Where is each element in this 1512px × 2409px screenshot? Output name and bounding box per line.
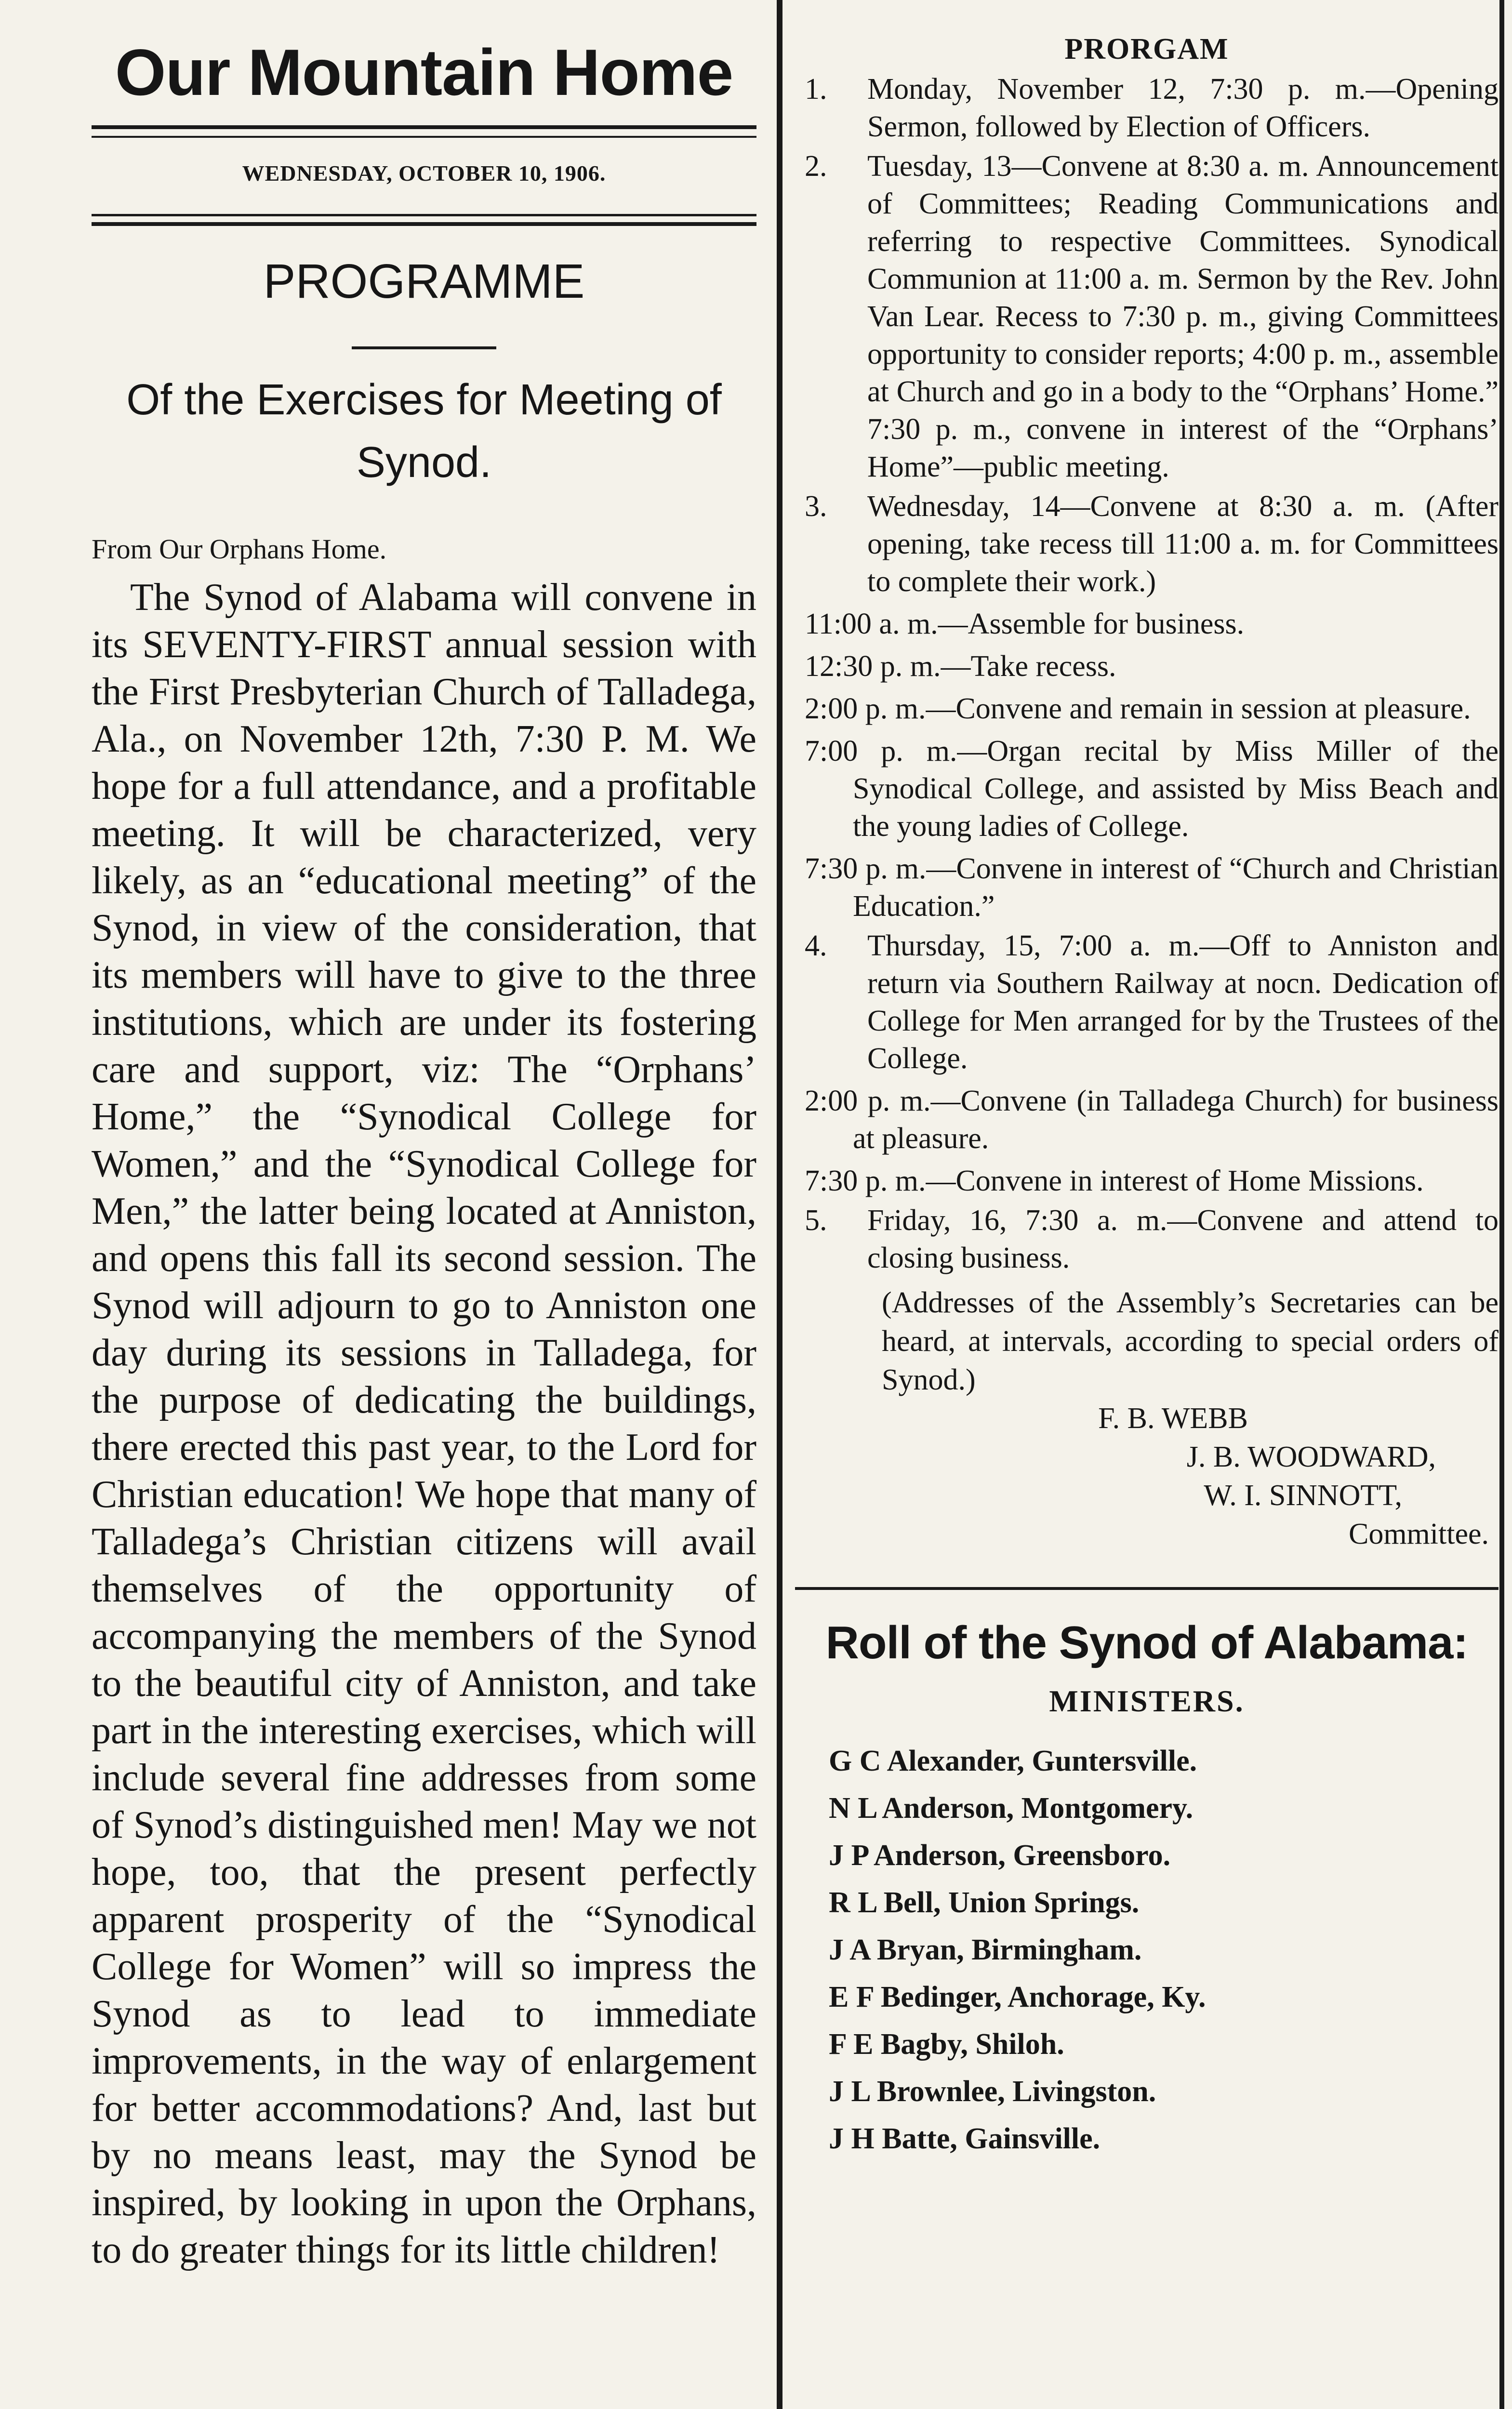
program-list <box>795 70 1499 1277</box>
minister-entry: J H Batte, Gainsville. <box>829 2122 1101 2155</box>
roll-title: Roll of the Synod of Alabama: <box>825 1617 1468 1668</box>
program-item <box>795 147 1499 486</box>
right-column <box>795 19 1499 2162</box>
program-title: PRORGAM <box>1064 33 1229 66</box>
minister-entry: J A Bryan, Birmingham. <box>829 1933 1142 1966</box>
subheadline: Of the Exercises for Meeting of Synod. <box>126 376 722 487</box>
section-divider <box>795 1587 1499 1590</box>
program-subitem: 2:00 p. m.—Convene (in Talladega Church) for business at pleasure. <box>805 1085 1499 1155</box>
program-item-text: Monday, November 12, 7:30 p. m.—Opening Sermon, followed by Election of Officers. <box>867 73 1499 143</box>
program-subitem: 7:30 p. m.—Convene in interest of “Church and Christian Education.” <box>805 852 1499 923</box>
committee-signatures <box>795 1399 1499 1553</box>
minister-entry: J P Anderson, Greensboro. <box>829 1839 1171 1872</box>
program-item-number: 4. <box>805 929 827 962</box>
program-item-text: Wednesday, 14—Convene at 8:30 a. m. (After opening, take recess till 11:00 a. m. for Committees to complete their work.) <box>867 490 1499 598</box>
department-line: From Our Orphans Home. <box>92 533 387 565</box>
program-item-text: Thursday, 15, 7:00 a. m.—Off to Anniston and return via Southern Railway at nocn. Dedication of College for Men arranged for by the Trustees of the College. <box>867 929 1499 1075</box>
program-subitem: 7:30 p. m.—Convene in interest of Home Missions. <box>805 1165 1424 1197</box>
program-note: (Addresses of the Assembly’s Secretaries can be heard, at intervals, according to special orders of Synod.) <box>882 1286 1499 1396</box>
headline-divider <box>352 346 496 349</box>
signature-line: F. B. WEBB <box>1098 1402 1248 1435</box>
signature-line: J. B. WOODWARD, <box>1186 1441 1436 1473</box>
program-subitem: 12:30 p. m.—Take recess. <box>805 650 1116 683</box>
column-divider <box>777 0 783 2409</box>
article-paragraph: The Synod of Alabama will convene in its SEVENTY-FIRST annual session with the First Presbyterian Church of Talladega, Ala., on November 12th, 7:30 P. M. We hope for a full attendance, and a profitable meeting. It will be characterized, very likely, as an “educational meeting” of the Synod, in view of the consideration, that its members will have to give to the three institutions, which are under its fostering care and support, viz: The “Orphans’ Home,” the “Synodical College for Women,” and the “Synodical College for Men,” the latter being located at Anniston, and opens this fall its second session. The Synod will adjourn to go to Anniston one day during its sessions in Talladega, for the purpose of dedicating the buildings, there erected this past year, to the Lord for Christian education! We hope that many of Talladega’s Christian citizens will avail themselves of the opportunity of accompanying the members of the Synod to the beautiful city of Anniston, and take part in the interesting exercises, which will include several fine addresses from some of Synod’s distinguished men! May we not hope, too, that the present perfectly apparent prosperity of the “Synodical College for Women” will so impress the Synod as to lead to immediate improvements, in the way of enlargement for better accommodations? And, last but by no means least, may the Synod be inspired, by looking in upon the Orphans, to do greater things for its little children! <box>92 576 756 2271</box>
program-subitem: 2:00 p. m.—Convene and remain in session at pleasure. <box>805 692 1471 725</box>
program-subitem: 11:00 a. m.—Assemble for business. <box>805 608 1245 640</box>
headline: PROGRAMME <box>263 254 585 308</box>
dateline: WEDNESDAY, OCTOBER 10, 1906. <box>242 161 606 185</box>
roll-subtitle: MINISTERS. <box>1049 1684 1245 1718</box>
signature-line: W. I. SINNOTT, <box>1204 1479 1402 1512</box>
right-border <box>1499 0 1504 2409</box>
masthead-rule <box>92 125 756 138</box>
program-item-text: Tuesday, 13—Convene at 8:30 a. m. Announcement of Committees; Reading Communications and referring to respective Committees. Synodical Communion at 11:00 a. m. Sermon by the Rev. John Van Lear. Recess to 7:30 p. m., giving Committees opportunity to consider reports; 4:00 p. m., assemble at Church and go in a body to the “Orphans’ Home.” 7:30 p. m., convene in interest of the “Orphans’ Home”—public meeting. <box>867 150 1499 483</box>
program-subitem: 7:00 p. m.—Organ recital by Miss Miller of the Synodical College, and assisted by Miss Beach and the young ladies of College. <box>805 735 1499 843</box>
program-item <box>795 488 1499 600</box>
article-body <box>92 574 756 2274</box>
minister-entry: N L Anderson, Montgomery. <box>829 1792 1194 1825</box>
minister-entry: J L Brownlee, Livingston. <box>829 2075 1156 2108</box>
left-column <box>92 19 756 2274</box>
program-item-number: 3. <box>805 490 827 523</box>
minister-entry: R L Bell, Union Springs. <box>829 1886 1140 1919</box>
masthead: Our Mountain Home <box>115 36 733 109</box>
dateline-rule <box>92 214 756 226</box>
program-item-text: Friday, 16, 7:30 a. m.—Convene and attend to closing business. <box>867 1204 1499 1274</box>
program-item <box>795 1202 1499 1277</box>
program-item <box>795 927 1499 1077</box>
program-item <box>795 70 1499 146</box>
signature-line: Committee. <box>1348 1518 1489 1550</box>
minister-entry: G C Alexander, Guntersville. <box>829 1745 1197 1777</box>
minister-entry: F E Bagby, Shiloh. <box>829 2028 1064 2061</box>
program-item-number: 1. <box>805 73 827 106</box>
ministers-list <box>795 1737 1499 2162</box>
program-item-number: 2. <box>805 150 827 183</box>
program-item-number: 5. <box>805 1204 827 1237</box>
minister-entry: E F Bedinger, Anchorage, Ky. <box>829 1981 1206 2013</box>
